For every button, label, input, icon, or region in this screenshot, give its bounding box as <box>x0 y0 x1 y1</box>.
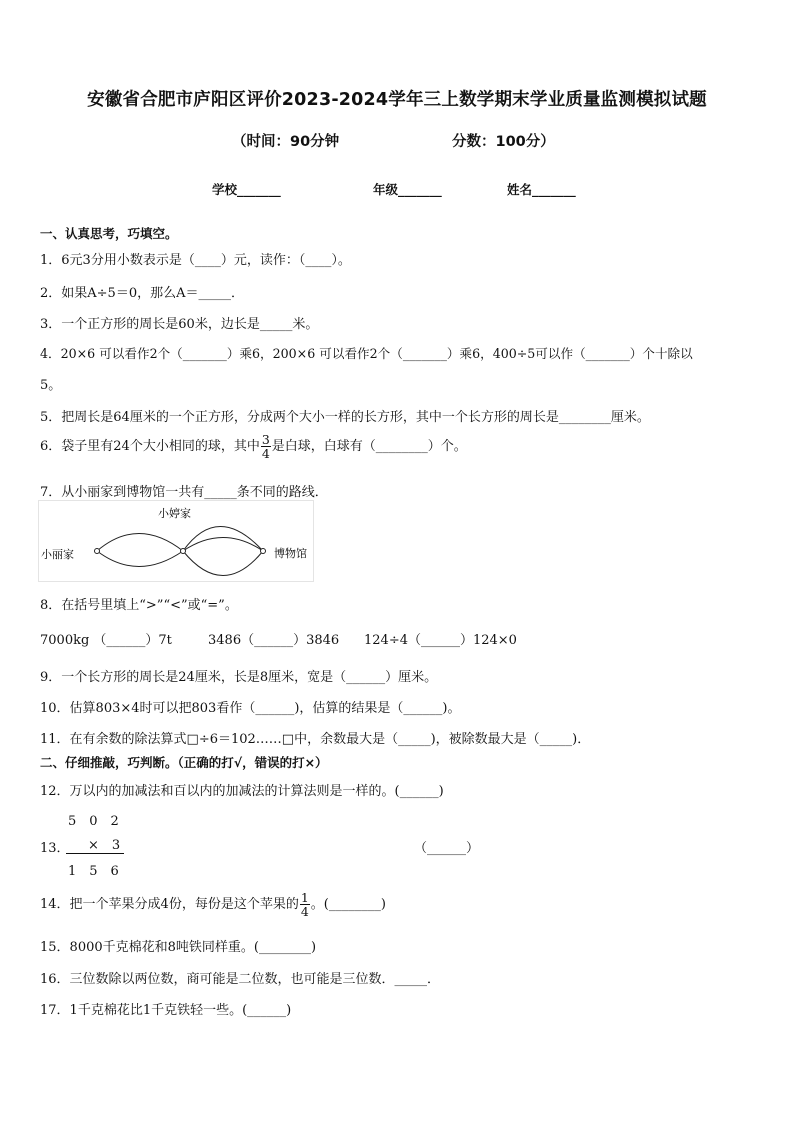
question-8-item-a: 7000kg （______）7t <box>40 633 172 648</box>
question-9: 9．一个长方形的周长是24厘米，长是8厘米，宽是（______）厘米。 <box>40 670 438 685</box>
label-xiaoting-home: 小婷家 <box>158 507 191 520</box>
fraction-three-quarters <box>261 433 271 460</box>
question-4-continued: 5。 <box>40 378 62 393</box>
question-8-item-b: 3486（______）3846 <box>208 633 340 648</box>
question-14 <box>40 891 386 918</box>
route-right-top <box>183 527 263 552</box>
name-field: 姓名_______ <box>507 182 576 197</box>
museum-point <box>261 549 266 554</box>
label-museum: 博物馆 <box>274 547 307 560</box>
middle-point <box>181 549 186 554</box>
fraction-denominator: 4 <box>261 446 270 461</box>
exam-time: （时间：90分钟 <box>232 134 340 150</box>
question-13-answer-blank: （______） <box>414 841 480 856</box>
section-1-heading: 一、认真思考，巧填空。 <box>40 226 178 241</box>
question-6-text: 6．袋子里有24个大小相同的球，其中 <box>40 439 260 454</box>
question-17: 17．1千克棉花比1千克铁轻一些。(______) <box>40 1003 292 1018</box>
page-title: 安徽省合肥市庐阳区评价2023-2024学年三上数学期末学业质量监测模拟试题 <box>87 90 707 110</box>
label-xiaoli-home: 小丽家 <box>41 548 74 561</box>
question-14-text-end: 。(________) <box>310 897 386 912</box>
multiplication-top-row: 5 0 2 <box>68 814 119 829</box>
route-right-bottom <box>183 551 263 576</box>
question-16: 16．三位数除以两位数，商可能是二位数，也可能是三位数．_____． <box>40 972 441 987</box>
multiplication-result: 1 5 6 <box>68 864 119 879</box>
fraction-numerator: 3 <box>261 432 270 447</box>
question-7: 7．从小丽家到博物馆一共有_____条不同的路线． <box>40 485 328 500</box>
question-2: 2．如果A÷5＝0，那么A＝_____． <box>40 286 244 301</box>
question-1: 1．6元3分用小数表示是（____）元，读作：（____）。 <box>40 253 351 268</box>
fraction-one-quarter <box>300 891 310 918</box>
question-4: 4．20×6 可以看作2个（_______）乘6，200×6 可以看作2个（_______）乘6，400÷5可以作（_______）个十除以 <box>40 346 693 361</box>
exam-score: 分数：100分） <box>452 134 555 150</box>
question-14-text: 14．把一个苹果分成4份，每份是这个苹果的 <box>40 897 299 912</box>
question-5: 5．把周长是64厘米的一个正方形，分成两个大小一样的长方形，其中一个长方形的周长是________厘米。 <box>40 410 650 425</box>
question-12: 12．万以内的加减法和百以内的加减法的计算法则是一样的。(______) <box>40 784 444 799</box>
question-10: 10．估算803×4时可以把803看作（______)，估算的结果是（______)。 <box>40 701 461 716</box>
route-diagram <box>38 500 314 582</box>
question-11: 11．在有余数的除法算式□÷6＝102……□中，余数最大是（_____)，被除数最大是（_____)． <box>40 732 591 747</box>
question-13-label: 13． <box>40 841 70 856</box>
multiplication-multiplier: × 3 <box>88 838 121 853</box>
grade-field: 年级_______ <box>373 182 442 197</box>
question-8: 8．在括号里填上“>”“<”或“=”。 <box>40 598 238 613</box>
question-6 <box>40 433 467 460</box>
fraction-denominator: 4 <box>300 904 309 919</box>
question-15: 15．8000千克棉花和8吨铁同样重。(________) <box>40 940 317 955</box>
school-field: 学校_______ <box>212 182 281 197</box>
fraction-numerator: 1 <box>300 890 309 905</box>
question-6-text-end: 是白球，白球有（________）个。 <box>271 439 467 454</box>
section-2-heading: 二、仔细推敲，巧判断。（正确的打√，错误的打×） <box>40 755 328 770</box>
home-point <box>95 549 100 554</box>
route-left-bottom <box>97 551 183 567</box>
route-left-top <box>97 534 183 552</box>
question-8-item-c: 124÷4（______）124×0 <box>364 633 517 648</box>
multiplication-line <box>66 853 124 854</box>
question-3: 3．一个正方形的周长是60米，边长是_____米。 <box>40 317 319 332</box>
